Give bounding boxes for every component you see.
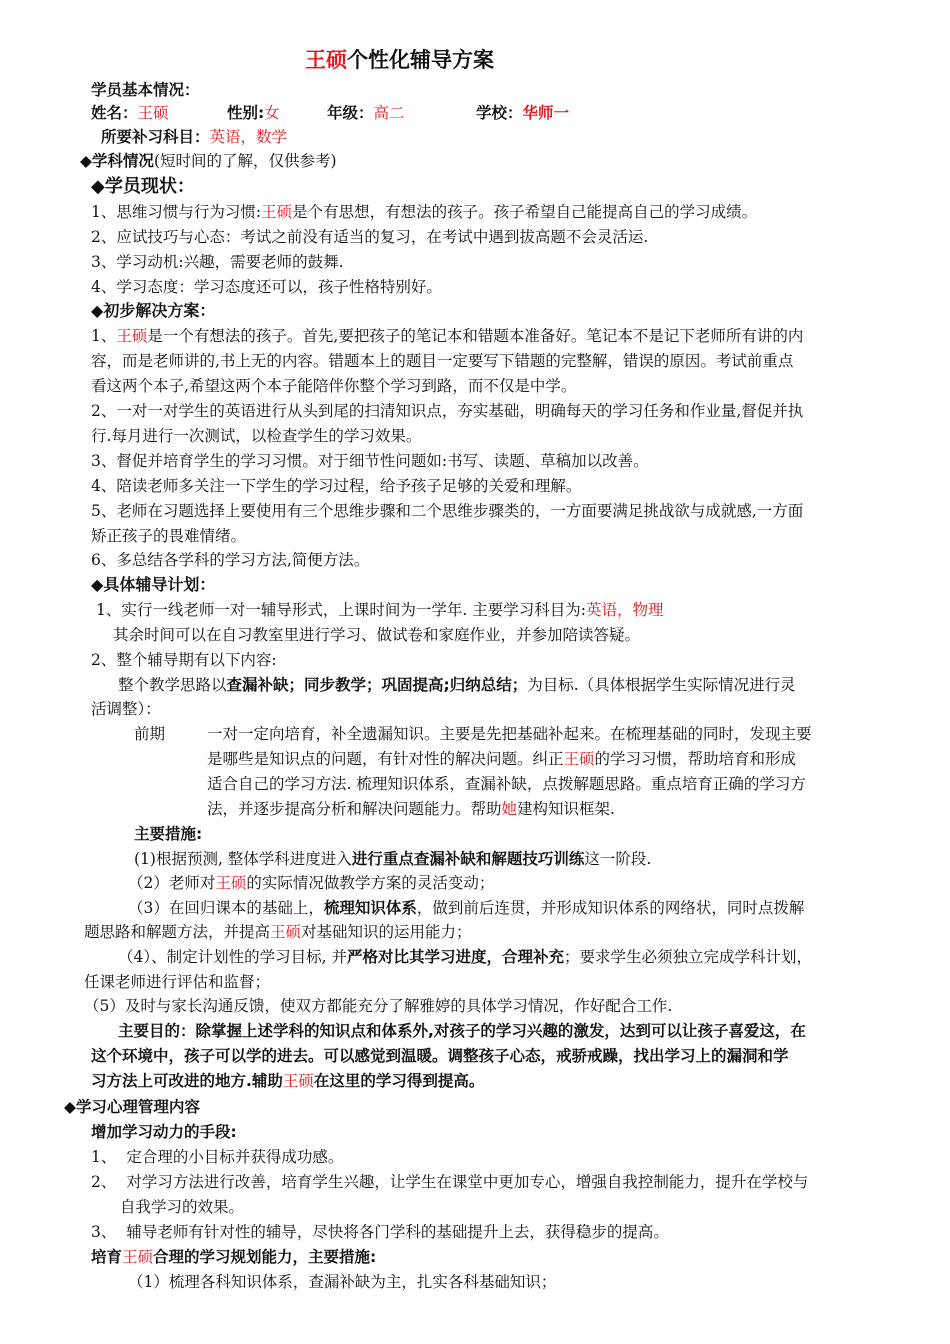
- subject-situation-line: [80, 151, 337, 171]
- grade-value: 高二: [373, 104, 405, 122]
- measure-1: (1)根据预测, 整体学科进度进入进行重点查漏补缺和解题技巧训练这一阶段.: [134, 850, 652, 868]
- status-item-4: 4、学习态度：学习态度还可以，孩子性格特别好。: [91, 278, 442, 296]
- solution-item-5-line-2: 矫正孩子的畏难情绪。: [91, 527, 247, 545]
- psych-heading: ◆学习心理管理内容: [64, 1098, 200, 1116]
- diamond-bullet-icon: ◆: [64, 1098, 76, 1116]
- solution-item-1-line-3: 看这两个本子,希望这两个本子能陪伴你整个学习到路，而不仅是中学。: [91, 377, 577, 395]
- measure-2: （2）老师对王硕的实际情况做教学方案的灵活变动；: [128, 874, 495, 892]
- gender-label: 性别:: [227, 104, 265, 122]
- early-stage-line-1: 一对一定向培育，补全遗漏知识。主要是先把基础补起来。在梳理基础的同时，发现主要: [207, 725, 812, 743]
- title-text: 个性化辅导方案: [347, 48, 494, 72]
- planning-item-1: （1）梳理各科知识体系，查漏补缺为主，扎实各科基础知识；: [128, 1273, 557, 1291]
- planning-heading: 培育王硕合理的学习规划能力，主要措施:: [91, 1248, 377, 1266]
- diamond-bullet-icon: ◆: [80, 152, 92, 170]
- gender-value: 女: [264, 104, 280, 122]
- solution-heading: ◆初步解决方案：: [91, 301, 216, 320]
- solution-item-5-line-1: 5、老师在习题选择上要使用有三个思维步骤和二个思维步骤类的，一方面要满足挑战欲与成就感,一方面: [91, 502, 804, 520]
- basic-info-heading: 学员基本情况：: [91, 81, 200, 99]
- subjects-label: 所要补习科目：: [101, 128, 210, 146]
- subject-situation-note: (短时间的了解，仅供参考): [153, 152, 337, 170]
- plan-item-1-line-1: 1、实行一线老师一对一辅导形式，上课时间为一学年. 主要学习科目为:英语，物理: [96, 601, 664, 619]
- diamond-bullet-icon: ◆: [91, 176, 105, 197]
- school-value: 华师一: [522, 104, 570, 122]
- measure-3-line-2: 题思路和解题方法，并提高王硕对基础知识的运用能力；: [84, 923, 472, 941]
- early-stage-label: 前期: [134, 725, 166, 743]
- measure-4-line-2: 任课老师进行评估和监督；: [84, 973, 271, 991]
- school-label: 学校：: [476, 104, 523, 122]
- diamond-bullet-icon: ◆: [91, 575, 104, 594]
- gender-field: [227, 103, 280, 123]
- grade-label: 年级：: [327, 104, 374, 122]
- main-goal-line-1: 主要目的：除掌握上述学科的知识点和体系外,对孩子的学习兴趣的激发，达到可以让孩子喜爱这，在: [118, 1022, 806, 1040]
- motivation-heading: 增加学习动力的手段:: [91, 1123, 237, 1141]
- measure-4-line-1: （4）、制定计划性的学习目标, 并严格对比其学习进度，合理补充；要求学生必须独立完成学科计划，: [118, 948, 812, 966]
- school-field: [476, 103, 569, 123]
- name-label: 姓名：: [91, 104, 138, 122]
- document-title: [305, 50, 494, 70]
- status-item-1: 1、思维习惯与行为习惯:王硕是个有思想，有想法的孩子。孩子希望自己能提高自己的学习成绩。: [91, 203, 758, 221]
- early-stage-line-4: 法，并逐步提高分析和解决问题能力。帮助她建构知识框架.: [207, 800, 615, 818]
- psych-item-3: 3、 辅导老师有针对性的辅导，尽快将各门学科的基础提升上去，获得稳步的提高。: [91, 1223, 669, 1241]
- plan-item-2: 2、整个辅导期有以下内容:: [91, 651, 277, 669]
- solution-item-4: 4、陪读老师多关注一下学生的学习过程，给予孩子足够的关爱和理解。: [91, 477, 582, 495]
- solution-item-3: 3、督促并培育学生的学习习惯。对于细节性问题如:书写、读题、草稿加以改善。: [91, 452, 649, 470]
- early-stage-line-2: 是哪些是知识点的问题，有针对性的解决问题。纠正王硕的学习习惯，帮助培育和形成: [207, 750, 797, 768]
- measure-3-line-1: （3）在回归课本的基础上，梳理知识体系，做到前后连贯，并形成知识体系的网络状，同时点拨解: [128, 899, 805, 917]
- name-value: 王硕: [137, 104, 169, 122]
- solution-item-1-line-2: 容，而是老师讲的,书上无的内容。错题本上的题目一定要写下错题的完整解，错误的原因。考试前重点: [91, 352, 794, 370]
- psych-item-2-line-2: 自我学习的效果。: [120, 1198, 245, 1216]
- grade-field: [327, 103, 405, 123]
- status-heading: ◆学员现状：: [91, 176, 195, 197]
- plan-item-1-line-2: 其余时间可以在自习教室里进行学习、做试卷和家庭作业，并参加陪读答疑。: [113, 626, 641, 644]
- basic-info-row: [91, 103, 169, 123]
- status-item-3: 3、学习动机:兴趣，需要老师的鼓舞.: [91, 253, 344, 271]
- solution-item-2-line-1: 2、一对一对学生的英语进行从头到尾的扫清知识点，夯实基础，明确每天的学习任务和作业量,督促并执: [91, 402, 804, 420]
- solution-item-6: 6、多总结各学科的学习方法,简便方法。: [91, 551, 370, 569]
- diamond-bullet-icon: ◆: [91, 301, 104, 320]
- psych-item-2-line-1: 2、 对学习方法进行改善，培育学生兴趣，让学生在课堂中更加专心，增强自我控制能力，提升在学校与: [91, 1173, 809, 1191]
- subjects-value: 英语，数学: [209, 128, 288, 146]
- title-student-name: 王硕: [305, 48, 347, 72]
- psych-item-1: 1、 定合理的小目标并获得成功感。: [91, 1148, 344, 1166]
- status-item-2: 2、应试技巧与心态：考试之前没有适当的复习，在考试中遇到拔高题不会灵活运.: [91, 228, 649, 246]
- subject-situation-label: 学科情况: [91, 152, 154, 170]
- main-goal-line-3: 习方法上可改进的地方.辅助王硕在这里的学习得到提高。: [91, 1072, 485, 1090]
- early-stage-line-3: 适合自己的学习方法. 梳理知识体系，查漏补缺，点拨解题思路。重点培育正确的学习方: [207, 775, 806, 793]
- main-goal-line-2: 这个环境中，孩子可以学的进去。可以感觉到温暖。调整孩子心态，戒骄戒躁，找出学习上的漏洞和学: [91, 1047, 789, 1065]
- solution-item-2-line-2: 行.每月进行一次测试，以检查学生的学习效果。: [91, 427, 422, 445]
- measures-heading: 主要措施:: [134, 825, 203, 843]
- plan-heading: ◆具体辅导计划：: [91, 575, 216, 594]
- teaching-idea-line-1: 整个教学思路以查漏补缺；同步教学；巩固提高;归纳总结；为目标.（具体根据学生实际情况进行灵: [118, 676, 796, 694]
- subjects-field: [101, 127, 287, 147]
- solution-item-1-line-1: 1、王硕是一个有想法的孩子。首先,要把孩子的笔记本和错题本准备好。笔记本不是记下老师所有讲的内: [91, 327, 804, 345]
- measure-5: （5）及时与家长沟通反馈，使双方都能充分了解雅婷的具体学习情况，作好配合工作.: [84, 997, 673, 1015]
- teaching-idea-line-2: 活调整）：: [91, 700, 161, 718]
